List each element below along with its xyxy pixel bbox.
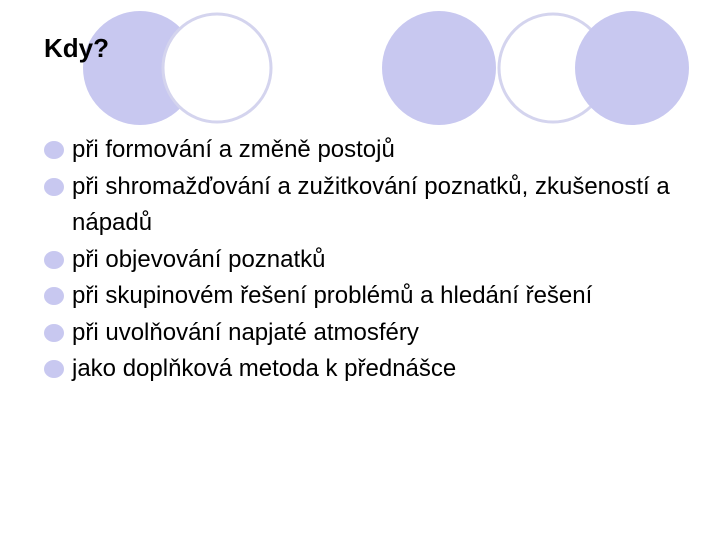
decor-circle-outline-1 <box>163 14 271 122</box>
bullet-circle-icon <box>44 287 64 305</box>
bullet-list <box>44 132 704 388</box>
bullet-circle-icon <box>44 178 64 196</box>
decor-circle-filled-3 <box>575 11 689 125</box>
bullet-circle-icon <box>44 360 64 378</box>
bullet-item <box>44 132 704 169</box>
bullet-item <box>44 242 704 279</box>
bullet-text: při objevování poznatků <box>72 245 326 273</box>
bullet-item <box>44 351 704 388</box>
bullet-circle-icon <box>44 251 64 269</box>
decor-circle-filled-2 <box>382 11 496 125</box>
bullet-text: při skupinovém řešení problémů a hledání řešení <box>72 282 593 309</box>
bullet-text: při shromažďování a zužitkování poznatků, zkušeností a nápadů <box>72 172 670 236</box>
bullet-circle-icon <box>44 324 64 342</box>
bullet-item <box>44 278 704 315</box>
bullet-item <box>44 169 704 242</box>
slide-title: Kdy? <box>44 33 109 63</box>
bullet-text: při formování a změně postojů <box>72 136 395 163</box>
bullet-item <box>44 315 704 352</box>
bullet-circle-icon <box>44 141 64 159</box>
bullet-text: jako doplňková metoda k přednášce <box>72 355 457 382</box>
bullet-text: při uvolňování napjaté atmosféry <box>72 318 419 346</box>
